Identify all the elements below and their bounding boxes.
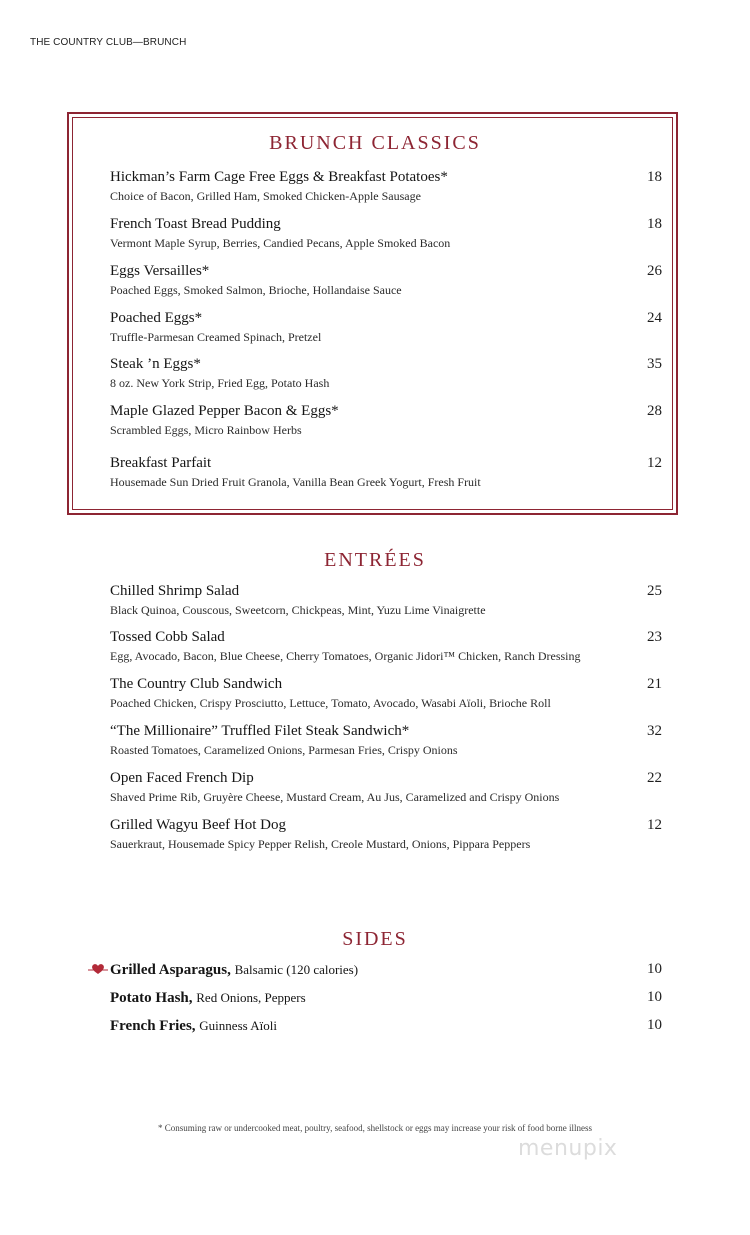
item-name: French Toast Bread Pudding <box>110 216 281 232</box>
item-name: Breakfast Parfait <box>110 455 212 471</box>
item-description: Sauerkraut, Housemade Spicy Pepper Relish, Creole Mustard, Onions, Pippara Peppers <box>110 837 531 851</box>
item-description: Poached Eggs, Smoked Salmon, Brioche, Hollandaise Sauce <box>110 283 402 297</box>
item-description: Egg, Avocado, Bacon, Blue Cheese, Cherry Tomatoes, Organic Jidori™ Chicken, Ranch Dressing <box>110 649 581 663</box>
menu-item <box>110 769 662 805</box>
item-description: Scrambled Eggs, Micro Rainbow Herbs <box>110 423 302 437</box>
side-description: Red Onions, Peppers <box>196 990 306 1005</box>
item-description: Roasted Tomatoes, Caramelized Onions, Parmesan Fries, Crispy Onions <box>110 743 458 757</box>
menu-item <box>110 628 662 664</box>
item-price: 25 <box>647 583 662 599</box>
menu-item <box>110 309 662 345</box>
watermark: menupix <box>518 1136 618 1161</box>
item-name: Tossed Cobb Salad <box>110 629 225 645</box>
item-description: Vermont Maple Syrup, Berries, Candied Pecans, Apple Smoked Bacon <box>110 236 451 250</box>
item-price: 21 <box>647 676 662 692</box>
item-price: 24 <box>647 310 662 326</box>
item-name: Maple Glazed Pepper Bacon & Eggs* <box>110 403 339 419</box>
heart-icon <box>88 962 108 976</box>
menu-item <box>110 675 662 711</box>
menu-item <box>110 816 662 852</box>
section-title-sides: SIDES <box>342 928 408 950</box>
item-description: Shaved Prime Rib, Gruyère Cheese, Mustard Cream, Au Jus, Caramelized and Crispy Onions <box>110 790 560 804</box>
side-description: Balsamic (120 calories) <box>234 962 359 977</box>
side-item <box>110 960 662 980</box>
side-description: Guinness Aïoli <box>199 1018 277 1033</box>
item-name: Poached Eggs* <box>110 310 203 326</box>
item-price: 26 <box>647 263 662 279</box>
side-name: Grilled Asparagus, <box>110 962 231 978</box>
item-name: “The Millionaire” Truffled Filet Steak Sandwich* <box>110 723 410 739</box>
item-price: 12 <box>647 817 662 833</box>
menu-item <box>110 582 662 618</box>
side-item <box>110 1016 662 1036</box>
item-name: The Country Club Sandwich <box>110 676 283 692</box>
item-name: Chilled Shrimp Salad <box>110 583 240 599</box>
item-description: Black Quinoa, Couscous, Sweetcorn, Chickpeas, Mint, Yuzu Lime Vinaigrette <box>110 603 486 617</box>
item-name: Open Faced French Dip <box>110 770 254 786</box>
item-price: 22 <box>647 770 662 786</box>
item-description: Poached Chicken, Crispy Prosciutto, Lettuce, Tomato, Avocado, Wasabi Aïoli, Brioche Roll <box>110 696 551 710</box>
item-price: 28 <box>647 403 662 419</box>
item-price: 18 <box>647 216 662 232</box>
side-name: Potato Hash, <box>110 990 193 1006</box>
item-name: Steak ’n Eggs* <box>110 356 201 372</box>
food-safety-disclaimer: * Consuming raw or undercooked meat, poultry, seafood, shellstock or eggs may increase your risk of food borne illness <box>157 1123 593 1133</box>
item-price: 35 <box>647 356 662 372</box>
item-price: 10 <box>647 989 662 1005</box>
item-description: 8 oz. New York Strip, Fried Egg, Potato Hash <box>110 376 330 390</box>
menu-item <box>110 168 662 204</box>
item-price: 10 <box>647 1017 662 1033</box>
item-description: Housemade Sun Dried Fruit Granola, Vanilla Bean Greek Yogurt, Fresh Fruit <box>110 475 481 489</box>
menu-item <box>110 722 662 758</box>
menu-item <box>110 215 662 251</box>
menu-item <box>110 355 662 391</box>
menu-item <box>110 402 662 438</box>
section-title-brunch-classics: BRUNCH CLASSICS <box>269 132 481 154</box>
item-price: 12 <box>647 455 662 471</box>
item-price: 10 <box>647 961 662 977</box>
menu-item <box>110 454 662 490</box>
item-price: 32 <box>647 723 662 739</box>
item-description: Choice of Bacon, Grilled Ham, Smoked Chicken-Apple Sausage <box>110 189 421 203</box>
side-item <box>110 988 662 1008</box>
menu-item <box>110 262 662 298</box>
item-name: Hickman’s Farm Cage Free Eggs & Breakfast Potatoes* <box>110 169 448 185</box>
item-price: 18 <box>647 169 662 185</box>
page-header: THE COUNTRY CLUB—BRUNCH <box>30 37 187 48</box>
item-price: 23 <box>647 629 662 645</box>
item-name: Grilled Wagyu Beef Hot Dog <box>110 817 286 833</box>
item-description: Truffle-Parmesan Creamed Spinach, Pretzel <box>110 330 322 344</box>
side-name: French Fries, <box>110 1018 196 1034</box>
item-name: Eggs Versailles* <box>110 263 210 279</box>
section-title-entrees: ENTRÉES <box>324 549 426 571</box>
